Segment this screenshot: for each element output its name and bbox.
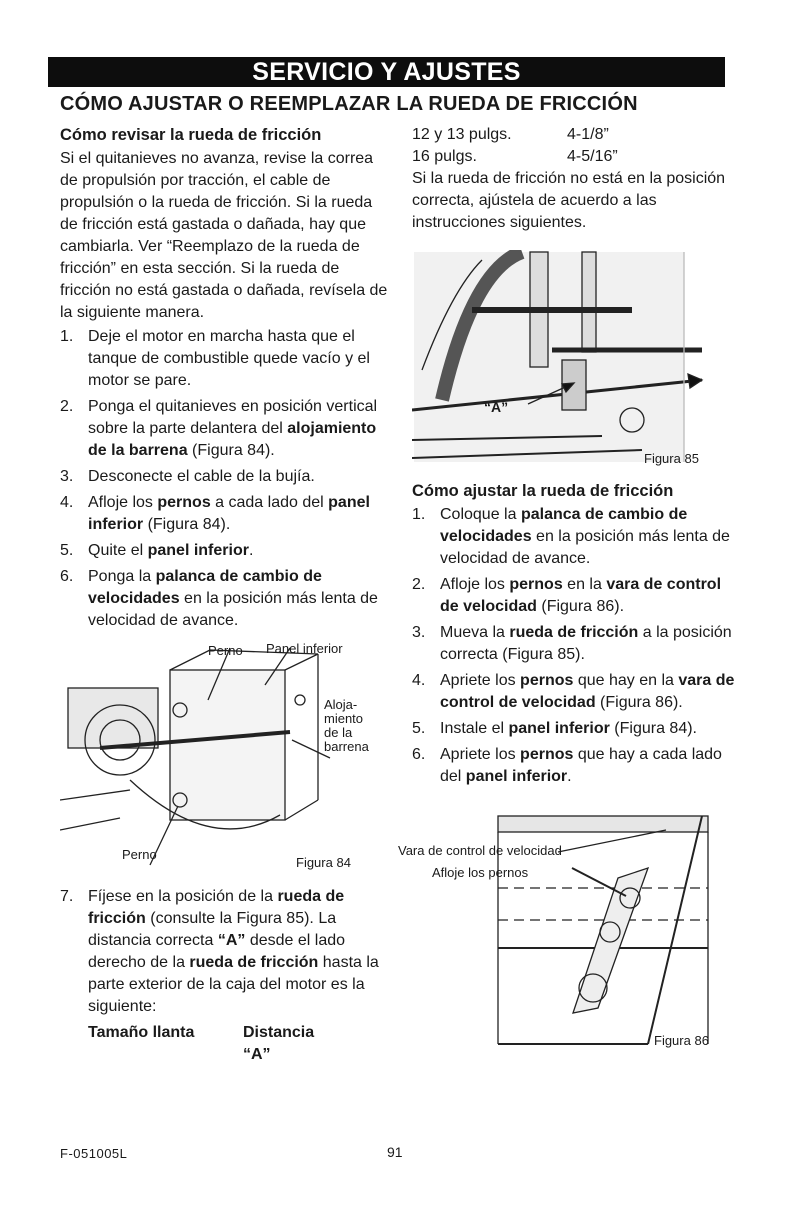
step-text: (consulte la Figura 85). La distancia correcta bbox=[88, 910, 337, 949]
figure-85 bbox=[412, 250, 712, 470]
bold-term: alojamiento de la barrena bbox=[88, 420, 377, 459]
figure-86 bbox=[398, 808, 718, 1052]
step-number: 1. bbox=[60, 328, 74, 345]
step-text: Ponga el quitanieves en posición vertical sobre la parte delantera del bbox=[88, 398, 378, 437]
step-number: 2. bbox=[412, 576, 426, 593]
list-item bbox=[60, 466, 390, 488]
footer-code: F-051005L bbox=[60, 1146, 128, 1161]
step-number: 2. bbox=[60, 398, 74, 415]
step-text: (Figura 84). bbox=[609, 720, 697, 737]
step-text: Mueva la bbox=[440, 624, 510, 641]
list-item bbox=[60, 886, 390, 1018]
section-title: CÓMO AJUSTAR O REEMPLAZAR LA RUEDA DE FRICCIÓN bbox=[60, 93, 638, 115]
step-text: (Figura 86). bbox=[536, 598, 625, 615]
step-text: hasta la parte exterior de la caja del motor es la siguiente: bbox=[88, 954, 379, 1015]
step-text: Afloje los bbox=[88, 494, 158, 511]
table-row bbox=[412, 124, 742, 146]
list-item bbox=[412, 670, 742, 714]
bold-term: palanca de cambio de velocidades bbox=[440, 506, 688, 545]
step-number: 3. bbox=[60, 468, 74, 485]
step-text: Afloje los bbox=[440, 576, 510, 593]
step-text: . bbox=[567, 768, 572, 785]
check-heading: Cómo revisar la rueda de fricción bbox=[60, 126, 322, 144]
adjust-heading: Cómo ajustar la rueda de fricción bbox=[412, 482, 674, 500]
fig86-vara-label: Vara de control de velocidad bbox=[398, 843, 562, 858]
list-item bbox=[412, 718, 742, 740]
step-text: . bbox=[248, 542, 254, 559]
step-number: 4. bbox=[412, 672, 426, 689]
list-item bbox=[412, 744, 742, 788]
fig84-panel-label: Panel inferior bbox=[266, 641, 343, 656]
list-item bbox=[60, 396, 390, 462]
step-number: 5. bbox=[60, 542, 74, 559]
distance-cell: 4-1/8” bbox=[567, 126, 609, 143]
list-item bbox=[60, 492, 390, 536]
adjust-steps-list bbox=[412, 504, 742, 788]
step-text: Quite el bbox=[88, 542, 148, 559]
step-text: (Figura 86). bbox=[595, 694, 683, 711]
step-text: desde el lado derecho de la bbox=[88, 932, 346, 971]
bold-term: rueda de fricción bbox=[509, 624, 639, 641]
right-column bbox=[398, 124, 742, 1062]
step-number: 3. bbox=[412, 624, 426, 641]
step-number: 6. bbox=[60, 568, 74, 585]
bold-term: vara de control de velocidad bbox=[440, 672, 735, 711]
bold-term: panel inferior bbox=[88, 494, 370, 533]
step-number: 5. bbox=[412, 720, 426, 737]
bold-term: pernos bbox=[157, 494, 211, 511]
step-text: Coloque la bbox=[440, 506, 521, 523]
bold-term: vara de control de velocidad bbox=[440, 576, 722, 615]
step-text: Desconecte el cable de la bujía. bbox=[88, 468, 315, 485]
fig84-alojamiento-label: Aloja- miento de la barrena bbox=[324, 697, 369, 754]
step-text: que hay a cada lado del bbox=[440, 746, 722, 785]
intro-paragraph: Si el quitanieves no avanza, revise la correa de propulsión por tracción, el cable de propulsión o la rueda de fricción. Si la rueda de fricción está gastada o dañada, hay que cambiarla. Ver “Reemplazo de la rueda de fricción” en esta sección. Si la rueda de fricción no está gastada o dañada, revísela de la siguiente manera. bbox=[60, 150, 388, 321]
step-number: 1. bbox=[412, 506, 426, 523]
step-text: en la bbox=[562, 576, 607, 593]
tire-size-cell: 16 pulgs. bbox=[412, 148, 477, 165]
step-text: Deje el motor en marcha hasta que el tanque de combustible quede vacío y el motor se pare. bbox=[88, 328, 370, 389]
step-text: Instale el bbox=[440, 720, 509, 737]
fig85-caption: Figura 85 bbox=[644, 451, 699, 466]
fig86-afloje-label: Afloje los pernos bbox=[432, 865, 529, 880]
table-header-distance: Distancia “A” bbox=[243, 1024, 315, 1063]
step-7-list bbox=[60, 886, 390, 1018]
step-text: que hay en la bbox=[573, 672, 679, 689]
size-table-header bbox=[88, 1022, 390, 1066]
step-number: 7. bbox=[60, 888, 74, 905]
bold-term: pernos bbox=[509, 576, 563, 593]
bold-term: palanca de cambio de velocidades bbox=[88, 568, 322, 607]
section-banner: SERVICIO Y AJUSTES bbox=[48, 57, 725, 87]
list-item bbox=[412, 574, 742, 618]
left-column bbox=[60, 124, 390, 1066]
bold-term: rueda de fricción bbox=[88, 888, 345, 927]
fig84-perno-bottom-label: Perno bbox=[122, 847, 157, 862]
figure-85-drawing bbox=[412, 250, 712, 470]
step-number: 6. bbox=[412, 746, 426, 763]
fig84-perno-top-label: Perno bbox=[208, 643, 243, 658]
bold-term: “A” bbox=[217, 932, 246, 949]
list-item bbox=[60, 326, 390, 392]
page-number: 91 bbox=[387, 1144, 403, 1160]
size-table-rows bbox=[412, 124, 742, 168]
bold-term: rueda de fricción bbox=[189, 954, 319, 971]
step-text: Apriete los bbox=[440, 746, 521, 763]
step-text: (Figura 84). bbox=[187, 442, 275, 459]
step-text: Apriete los bbox=[440, 672, 521, 689]
step-text: Ponga la bbox=[88, 568, 156, 585]
fig84-caption: Figura 84 bbox=[296, 855, 351, 870]
table-header-size: Tamaño llanta bbox=[88, 1024, 195, 1041]
step-text: a cada lado del bbox=[210, 494, 329, 511]
step-text: a la posición correcta (Figura 85). bbox=[440, 624, 732, 663]
check-steps-list bbox=[60, 326, 390, 632]
step-text: en la posición más lenta de velocidad de avance. bbox=[88, 590, 378, 629]
list-item bbox=[412, 504, 742, 570]
step-number: 4. bbox=[60, 494, 74, 511]
step-text: Fíjese en la posición de la bbox=[88, 888, 278, 905]
figure-84 bbox=[60, 640, 370, 876]
step-text: en la posición más lenta de velocidad de avance. bbox=[440, 528, 730, 567]
after-table-paragraph: Si la rueda de fricción no está en la posición correcta, ajústela de acuerdo a las instrucciones siguientes. bbox=[412, 170, 726, 231]
list-item bbox=[412, 622, 742, 666]
table-row bbox=[412, 146, 742, 168]
list-item bbox=[60, 540, 390, 562]
bold-term: pernos bbox=[520, 746, 574, 763]
bold-term: panel inferior bbox=[508, 720, 610, 737]
fig86-caption: Figura 86 bbox=[654, 1033, 709, 1048]
figure-84-drawing bbox=[60, 640, 370, 876]
bold-term: pernos bbox=[520, 672, 574, 689]
fig85-a-label: “A” bbox=[484, 399, 509, 415]
tire-size-cell: 12 y 13 pulgs. bbox=[412, 126, 512, 143]
bold-term: panel inferior bbox=[465, 768, 568, 785]
distance-cell: 4-5/16” bbox=[567, 148, 618, 165]
step-text: (Figura 84). bbox=[143, 516, 231, 533]
bold-term: panel inferior bbox=[147, 542, 249, 559]
list-item bbox=[60, 566, 390, 632]
